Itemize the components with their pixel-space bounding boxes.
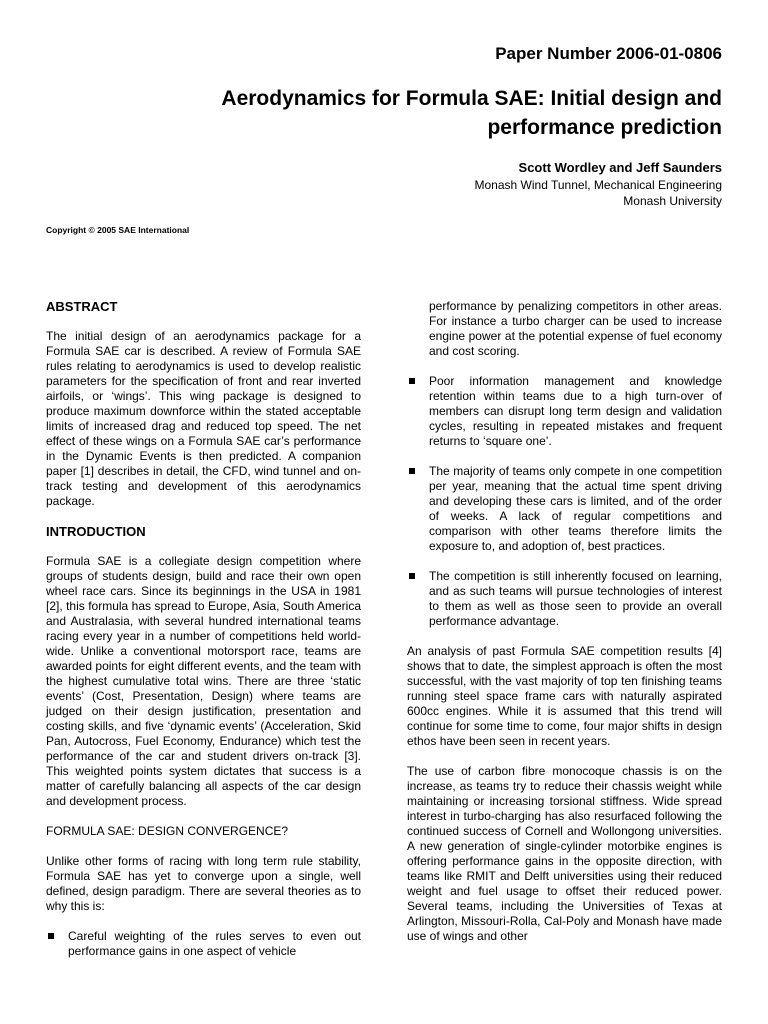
left-column [46, 299, 361, 974]
list-item-text: Poor information management and knowledge retention within teams due to a high turn-over of members can disrupt long term design and validation cycles, resulting in repeated mistakes and frequent returns to ‘square one’. [429, 374, 722, 448]
affiliation [475, 177, 722, 209]
square-bullet-icon [409, 378, 415, 384]
list-item-continued-text: performance by penalizing competitors in other areas. For instance a turbo charger can be used to increase engine power at the potential expense of fuel economy and cost scoring. [429, 299, 722, 358]
paper-title: Aerodynamics for Formula SAE: Initial design and performance prediction [221, 87, 722, 139]
copyright-notice: Copyright © 2005 SAE International [46, 225, 190, 235]
list-item [407, 374, 722, 449]
design-convergence-heading: FORMULA SAE: DESIGN CONVERGENCE? [46, 824, 289, 838]
theory-list-continued [407, 374, 722, 629]
square-bullet-icon [409, 468, 415, 474]
abstract-text: The initial design of an aerodynamics package for a Formula SAE car is described. A review of Formula SAE rules relating to aerodynamics is used to develop realistic parameters for the specification of front and rear inverted airfoils, or ‘wings’. This wing package is designed to produce maximum downforce within the stated acceptable limits of increased drag and reduced top speed. The net effect of these wings on a Formula SAE car’s performance in the Dynamic Events is then predicted. A companion paper [1] describes in detail, the CFD, wind tunnel and on-track testing and development of this aerodynamics package. [46, 329, 361, 508]
list-item [407, 569, 722, 629]
design-convergence-text: Unlike other forms of racing with long term rule stability, Formula SAE has yet to converge upon a single, well defined, design paradigm. There are several theories as to why this is: [46, 854, 361, 913]
list-item-text: The competition is still inherently focused on learning, and as such teams will pursue technologies of interest to them as well as those seen to provide an overall performance advantage. [429, 569, 722, 628]
affiliation-line-2: Monash University [623, 194, 722, 208]
square-bullet-icon [409, 573, 415, 579]
right-column [407, 299, 722, 959]
list-item-text: Careful weighting of the rules serves to even out performance gains in one aspect of vehicle [68, 929, 361, 958]
square-bullet-icon [48, 933, 54, 939]
introduction-heading: INTRODUCTION [46, 524, 146, 539]
analysis-paragraph: An analysis of past Formula SAE competition results [4] shows that to date, the simplest approach is often the most successful, with the vast majority of top ten finishing teams running steel space frame cars with naturally aspirated 600cc engines. While it is assumed that this trend will continue for some time to come, four major shifts in design ethos have been seen in recent years. [407, 644, 722, 748]
affiliation-line-1: Monash Wind Tunnel, Mechanical Engineering [474, 178, 722, 192]
list-item [407, 464, 722, 554]
list-item [46, 929, 361, 959]
list-item-text: The majority of teams only compete in one competition per year, meaning that the actual time spent driving and developing these cars is limited, and of the order of weeks. A lack of regular competitions and comparison with other teams therefore limits the exposure to, and adoption of, best practices. [429, 464, 722, 553]
design-shift-paragraph: The use of carbon fibre monocoque chassis is on the increase, as teams try to reduce their chassis weight while maintaining or increasing torsional stiffness. Wide spread interest in turbo-charging has also resurfaced following the continued success of Cornell and Wollongong universities. A new generation of single-cylinder motorbike engines is offering performance gains in the opposite direction, with teams like RMIT and Delft universities using their reduced weight and fuel usage to offset their reduced power. Several teams, including the Universities of Texas at Arlington, Missouri-Rolla, Cal-Poly and Monash have made use of wings and other [407, 764, 722, 943]
abstract-heading: ABSTRACT [46, 299, 118, 314]
introduction-text: Formula SAE is a collegiate design competition where groups of students design, build and race their own open wheel race cars. Since its beginnings in the USA in 1981 [2], this formula has spread to Europe, Asia, South America and Australasia, with several hundred international teams racing every year in a number of competitions held world-wide. Unlike a conventional motorsport race, teams are awarded points for eight different events, and the team with the highest cumulative total wins. There are three ‘static events’ (Cost, Presentation, Design) where teams are judged on their design justification, presentation and costing skills, and five ‘dynamic events’ (Acceleration, Skid Pan, Autocross, Fuel Economy, Endurance) which test the performance of the car and student drivers on-track [3]. This weighted points system dictates that success is a matter of carefully balancing all aspects of the car design and development process. [46, 554, 361, 808]
paper-number: Paper Number 2006-01-0806 [495, 44, 722, 63]
theory-list [46, 929, 361, 959]
authors: Scott Wordley and Jeff Saunders [518, 160, 722, 175]
